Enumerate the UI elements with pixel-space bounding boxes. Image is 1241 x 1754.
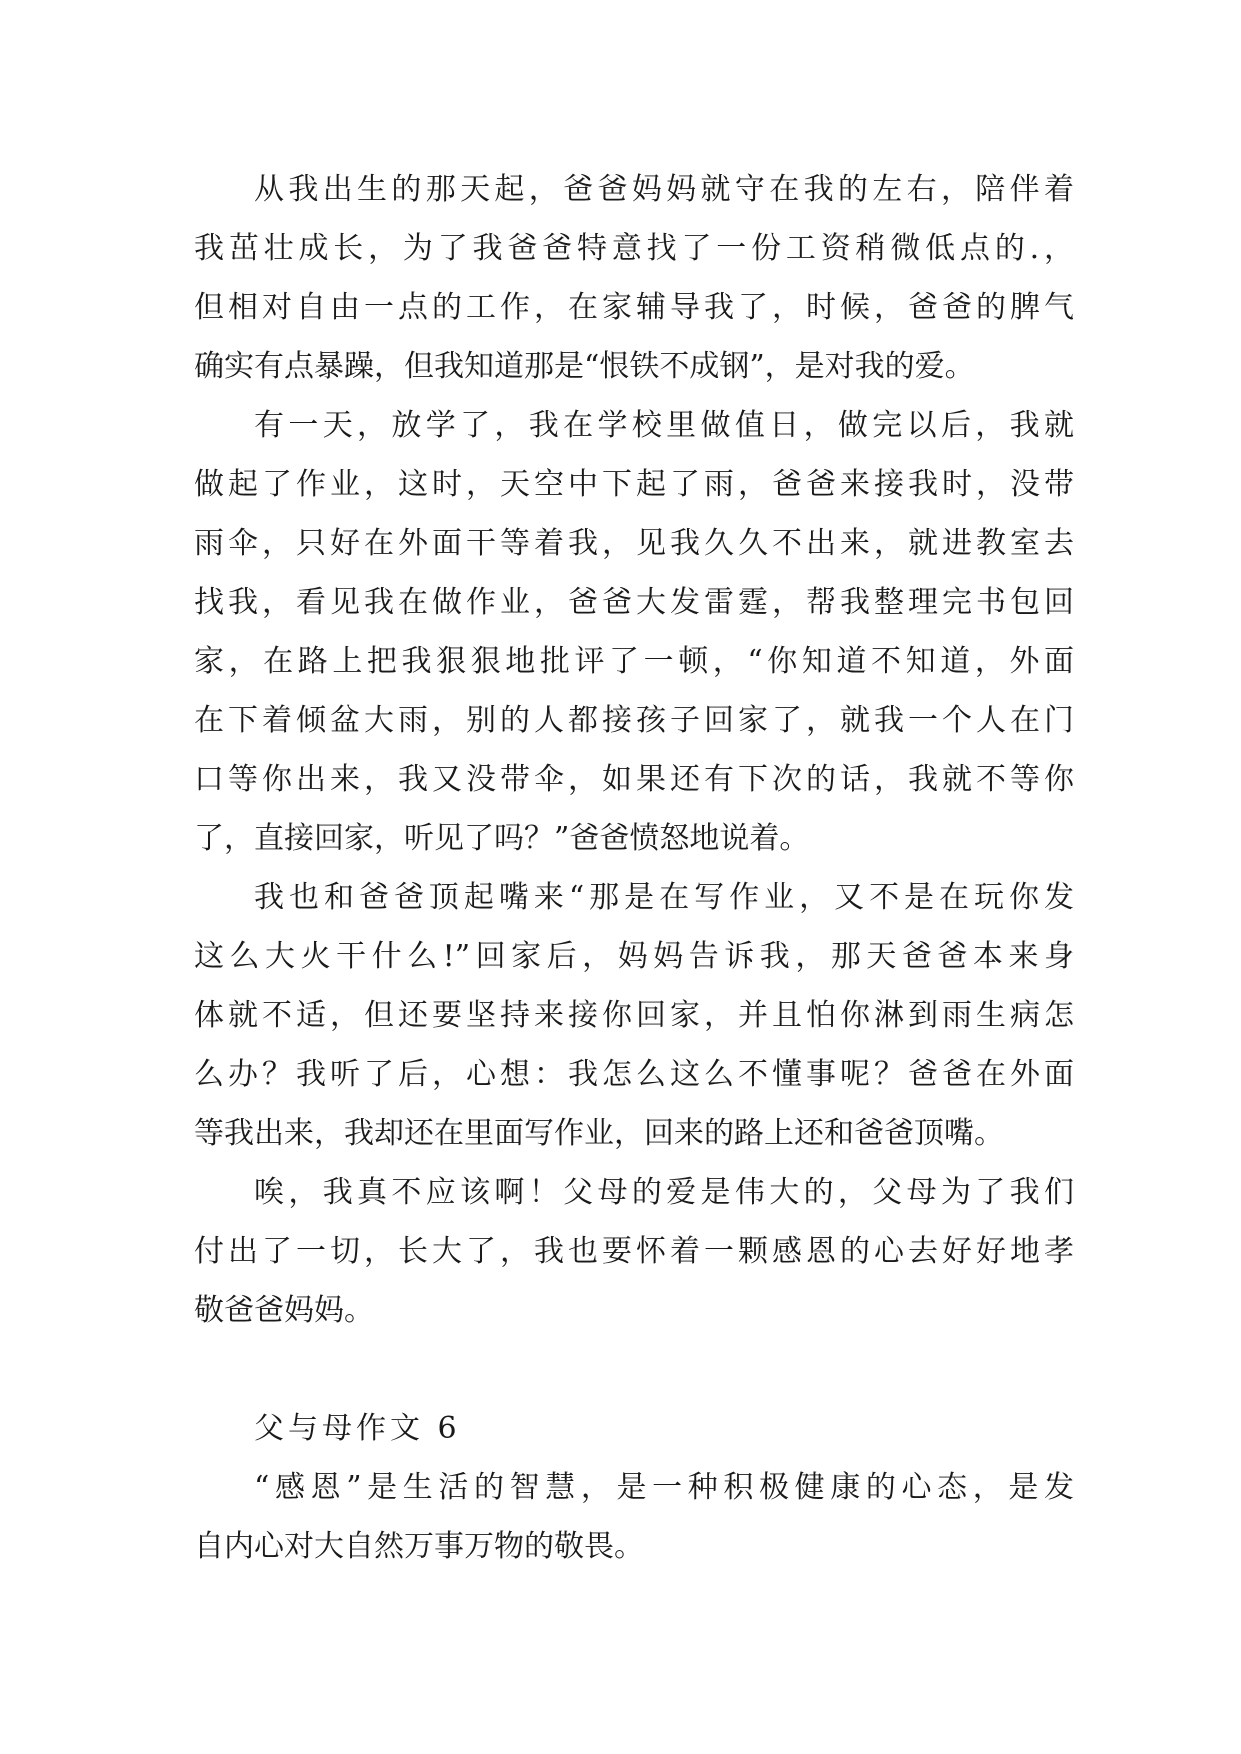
text-line: 敬爸爸妈妈。 — [194, 1293, 374, 1328]
text-line: 了，直接回家，听见了吗？”爸爸愤怒地说着。 — [194, 821, 810, 856]
text-line: 从我出生的那天起，爸爸妈妈就守在我的左右，陪伴着 — [254, 172, 1074, 207]
text-line: 家，在路上把我狠狠地批评了一顿，“你知道不知道，外面 — [194, 644, 1074, 679]
text-line: 确实有点暴躁，但我知道那是“恨铁不成钢”，是对我的爱。 — [194, 349, 975, 384]
document-body — [194, 160, 1074, 1576]
blank-line — [194, 1340, 1074, 1399]
text-line: 我茁壮成长，为了我爸爸特意找了一份工资稍微低点的.， — [194, 231, 1074, 266]
text-line: 做起了作业，这时，天空中下起了雨，爸爸来接我时，没带 — [194, 467, 1074, 502]
text-line: 但相对自由一点的工作，在家辅导我了，时候，爸爸的脾气 — [194, 290, 1074, 325]
section-heading: 父与母作文 6 — [254, 1411, 461, 1446]
text-line: 我也和爸爸顶起嘴来“那是在写作业，又不是在玩你发 — [254, 880, 1074, 915]
text-line: “感恩”是生活的智慧，是一种积极健康的心态，是发 — [254, 1470, 1074, 1505]
text-line: 么办？我听了后，心想：我怎么这么不懂事呢？爸爸在外面 — [194, 1057, 1074, 1092]
paragraph — [194, 396, 1074, 868]
text-line: 口等你出来，我又没带伞，如果还有下次的话，我就不等你 — [194, 762, 1074, 797]
text-line: 雨伞，只好在外面干等着我，见我久久不出来，就进教室去 — [194, 526, 1074, 561]
paragraph — [194, 160, 1074, 396]
text-line: 自内心对大自然万事万物的敬畏。 — [194, 1529, 644, 1564]
text-line: 在下着倾盆大雨，别的人都接孩子回家了，就我一个人在门 — [194, 703, 1074, 738]
text-line: 唉，我真不应该啊！父母的爱是伟大的，父母为了我们 — [254, 1175, 1074, 1210]
text-line: 等我出来，我却还在里面写作业，回来的路上还和爸爸顶嘴。 — [194, 1116, 1004, 1151]
paragraph — [194, 1163, 1074, 1340]
text-line: 这么大火干什么!”回家后，妈妈告诉我，那天爸爸本来身 — [194, 939, 1074, 974]
text-line: 有一天，放学了，我在学校里做值日，做完以后，我就 — [254, 408, 1074, 443]
text-line: 付出了一切，长大了，我也要怀着一颗感恩的心去好好地孝 — [194, 1234, 1074, 1269]
text-line: 找我，看见我在做作业，爸爸大发雷霆，帮我整理完书包回 — [194, 585, 1074, 620]
paragraph — [194, 868, 1074, 1163]
text-line: 体就不适，但还要坚持来接你回家，并且怕你淋到雨生病怎 — [194, 998, 1074, 1033]
paragraph — [194, 1458, 1074, 1576]
